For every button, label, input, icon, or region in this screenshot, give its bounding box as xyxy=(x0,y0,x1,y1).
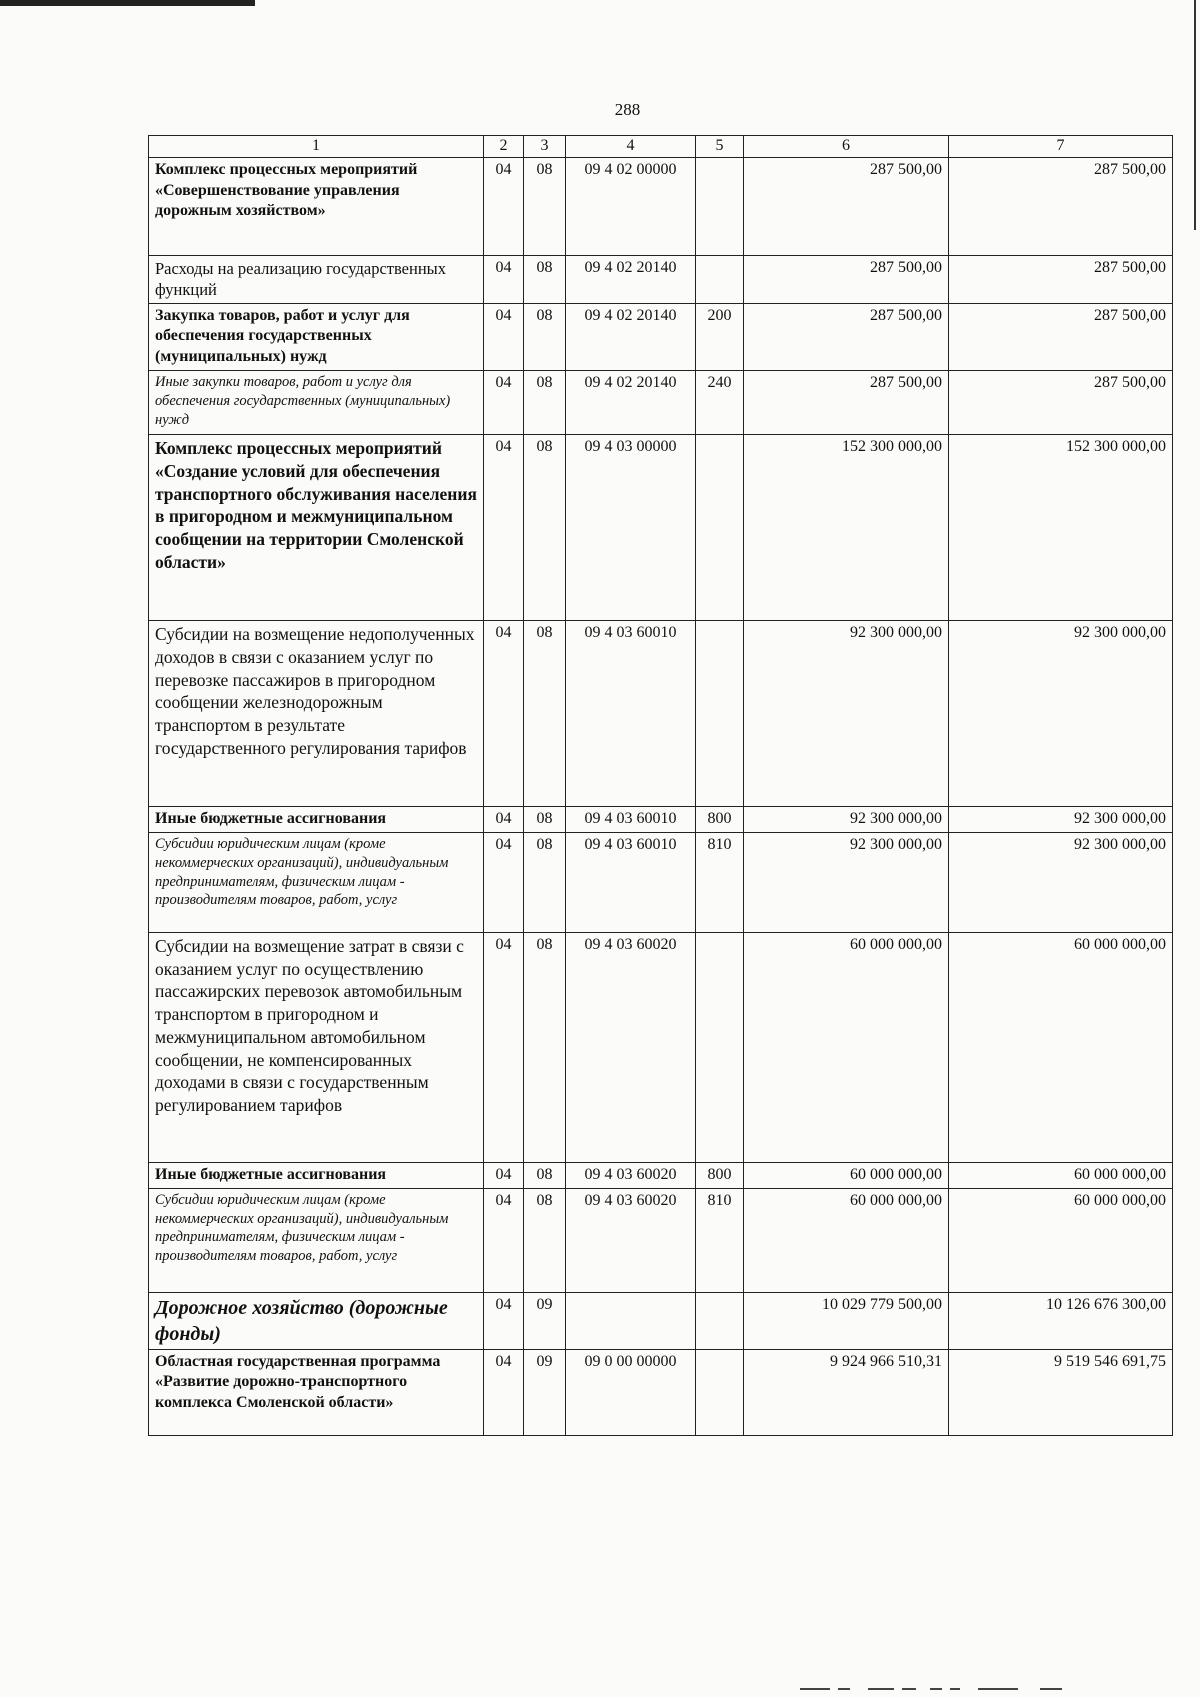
row-amount-year-2: 92 300 000,00 xyxy=(949,621,1173,807)
row-amount-year-1: 10 029 779 500,00 xyxy=(744,1292,949,1349)
row-section: 04 xyxy=(484,157,524,255)
row-section: 04 xyxy=(484,435,524,621)
row-amount-year-2: 92 300 000,00 xyxy=(949,832,1173,932)
row-subsection: 08 xyxy=(524,621,566,807)
row-amount-year-1: 287 500,00 xyxy=(744,371,949,435)
table-row xyxy=(149,435,1173,621)
row-target-article xyxy=(566,1292,696,1349)
row-amount-year-1: 92 300 000,00 xyxy=(744,807,949,833)
footer-scan-dashes xyxy=(0,1682,1200,1697)
row-name: Иные бюджетные ассигнования xyxy=(149,1162,484,1188)
row-target-article: 09 4 03 60010 xyxy=(566,832,696,932)
header-col-1: 1 xyxy=(149,136,484,158)
row-amount-year-2: 287 500,00 xyxy=(949,371,1173,435)
page-number: 288 xyxy=(614,100,641,119)
row-subsection: 08 xyxy=(524,255,566,303)
row-target-article: 09 4 03 60020 xyxy=(566,1162,696,1188)
row-name: Иные бюджетные ассигнования xyxy=(149,807,484,833)
row-subsection: 08 xyxy=(524,832,566,932)
row-expense-type: 240 xyxy=(696,371,744,435)
row-amount-year-1: 287 500,00 xyxy=(744,157,949,255)
table-body xyxy=(149,157,1173,1435)
row-section: 04 xyxy=(484,303,524,370)
row-name: Субсидии юридическим лицам (кроме некоммерческих организаций), индивидуальным предпринимателям, физическим лицам - производителям товаров, работ, услуг xyxy=(149,1188,484,1292)
row-expense-type: 800 xyxy=(696,807,744,833)
row-amount-year-1: 92 300 000,00 xyxy=(744,832,949,932)
row-target-article: 09 4 02 20140 xyxy=(566,255,696,303)
row-subsection: 08 xyxy=(524,1188,566,1292)
row-amount-year-1: 152 300 000,00 xyxy=(744,435,949,621)
row-amount-year-1: 60 000 000,00 xyxy=(744,1162,949,1188)
table-row xyxy=(149,303,1173,370)
row-expense-type xyxy=(696,435,744,621)
table-row xyxy=(149,621,1173,807)
row-amount-year-1: 60 000 000,00 xyxy=(744,932,949,1162)
row-amount-year-1: 92 300 000,00 xyxy=(744,621,949,807)
row-name: Субсидии на возмещение затрат в связи с оказанием услуг по осуществлению пассажирских перевозок автомобильным транспортом в пригородном и межмуниципальном автомобильном сообщении, не компенсированных доходами в связи с государственным регулированием тарифов xyxy=(149,932,484,1162)
row-amount-year-2: 60 000 000,00 xyxy=(949,932,1173,1162)
row-amount-year-2: 9 519 546 691,75 xyxy=(949,1349,1173,1435)
row-name: Дорожное хозяйство (дорожные фонды) xyxy=(149,1292,484,1349)
row-expense-type xyxy=(696,1292,744,1349)
row-section: 04 xyxy=(484,1162,524,1188)
row-section: 04 xyxy=(484,1292,524,1349)
row-section: 04 xyxy=(484,1349,524,1435)
table-row xyxy=(149,157,1173,255)
row-expense-type xyxy=(696,1349,744,1435)
row-section: 04 xyxy=(484,1188,524,1292)
row-amount-year-2: 60 000 000,00 xyxy=(949,1162,1173,1188)
row-target-article: 09 4 03 60010 xyxy=(566,621,696,807)
table-row xyxy=(149,1162,1173,1188)
row-target-article: 09 4 02 20140 xyxy=(566,371,696,435)
row-expense-type xyxy=(696,621,744,807)
header-col-5: 5 xyxy=(696,136,744,158)
row-target-article: 09 4 03 00000 xyxy=(566,435,696,621)
table-row xyxy=(149,807,1173,833)
row-amount-year-1: 287 500,00 xyxy=(744,255,949,303)
row-amount-year-1: 287 500,00 xyxy=(744,303,949,370)
row-amount-year-2: 60 000 000,00 xyxy=(949,1188,1173,1292)
row-target-article: 09 4 03 60020 xyxy=(566,932,696,1162)
header-col-6: 6 xyxy=(744,136,949,158)
row-subsection: 09 xyxy=(524,1292,566,1349)
table-row xyxy=(149,932,1173,1162)
row-name: Субсидии на возмещение недополученных доходов в связи с оказанием услуг по перевозке пассажиров в пригородном сообщении железнодорожным транспортом в результате государственного регулирования тарифов xyxy=(149,621,484,807)
row-target-article: 09 0 00 00000 xyxy=(566,1349,696,1435)
row-amount-year-2: 92 300 000,00 xyxy=(949,807,1173,833)
row-section: 04 xyxy=(484,932,524,1162)
row-subsection: 08 xyxy=(524,371,566,435)
row-name: Комплекс процессных мероприятий «Совершенствование управления дорожным хозяйством» xyxy=(149,157,484,255)
row-expense-type: 800 xyxy=(696,1162,744,1188)
row-expense-type: 810 xyxy=(696,832,744,932)
row-name: Закупка товаров, работ и услуг для обеспечения государственных (муниципальных) нужд xyxy=(149,303,484,370)
row-subsection: 08 xyxy=(524,303,566,370)
row-expense-type xyxy=(696,255,744,303)
row-section: 04 xyxy=(484,621,524,807)
row-name: Расходы на реализацию государственных функций xyxy=(149,255,484,303)
row-amount-year-2: 287 500,00 xyxy=(949,157,1173,255)
row-subsection: 09 xyxy=(524,1349,566,1435)
row-name: Субсидии юридическим лицам (кроме некоммерческих организаций), индивидуальным предпринимателям, физическим лицам - производителям товаров, работ, услуг xyxy=(149,832,484,932)
row-subsection: 08 xyxy=(524,435,566,621)
header-col-7: 7 xyxy=(949,136,1173,158)
budget-table xyxy=(148,135,1173,1436)
row-name: Комплекс процессных мероприятий «Создание условий для обеспечения транспортного обслуживания населения в пригородном и межмуниципальном сообщении на территории Смоленской области» xyxy=(149,435,484,621)
row-amount-year-2: 287 500,00 xyxy=(949,303,1173,370)
scan-edge-mark xyxy=(0,0,255,6)
row-expense-type xyxy=(696,932,744,1162)
row-expense-type: 200 xyxy=(696,303,744,370)
header-col-2: 2 xyxy=(484,136,524,158)
row-section: 04 xyxy=(484,832,524,932)
row-section: 04 xyxy=(484,255,524,303)
table-row xyxy=(149,371,1173,435)
row-subsection: 08 xyxy=(524,932,566,1162)
row-section: 04 xyxy=(484,371,524,435)
table-row xyxy=(149,1349,1173,1435)
row-expense-type xyxy=(696,157,744,255)
row-amount-year-2: 152 300 000,00 xyxy=(949,435,1173,621)
row-subsection: 08 xyxy=(524,157,566,255)
table-row xyxy=(149,832,1173,932)
table-row xyxy=(149,255,1173,303)
row-section: 04 xyxy=(484,807,524,833)
row-target-article: 09 4 03 60010 xyxy=(566,807,696,833)
row-expense-type: 810 xyxy=(696,1188,744,1292)
header-col-3: 3 xyxy=(524,136,566,158)
table-row xyxy=(149,1292,1173,1349)
row-amount-year-1: 9 924 966 510,31 xyxy=(744,1349,949,1435)
row-amount-year-1: 60 000 000,00 xyxy=(744,1188,949,1292)
row-name: Областная государственная программа «Развитие дорожно-транспортного комплекса Смоленской области» xyxy=(149,1349,484,1435)
table-row xyxy=(149,1188,1173,1292)
row-target-article: 09 4 02 20140 xyxy=(566,303,696,370)
row-subsection: 08 xyxy=(524,807,566,833)
row-amount-year-2: 10 126 676 300,00 xyxy=(949,1292,1173,1349)
row-subsection: 08 xyxy=(524,1162,566,1188)
header-row xyxy=(149,136,1173,158)
row-amount-year-2: 287 500,00 xyxy=(949,255,1173,303)
header-col-4: 4 xyxy=(566,136,696,158)
row-target-article: 09 4 03 60020 xyxy=(566,1188,696,1292)
row-target-article: 09 4 02 00000 xyxy=(566,157,696,255)
row-name: Иные закупки товаров, работ и услуг для обеспечения государственных (муниципальных) нужд xyxy=(149,371,484,435)
